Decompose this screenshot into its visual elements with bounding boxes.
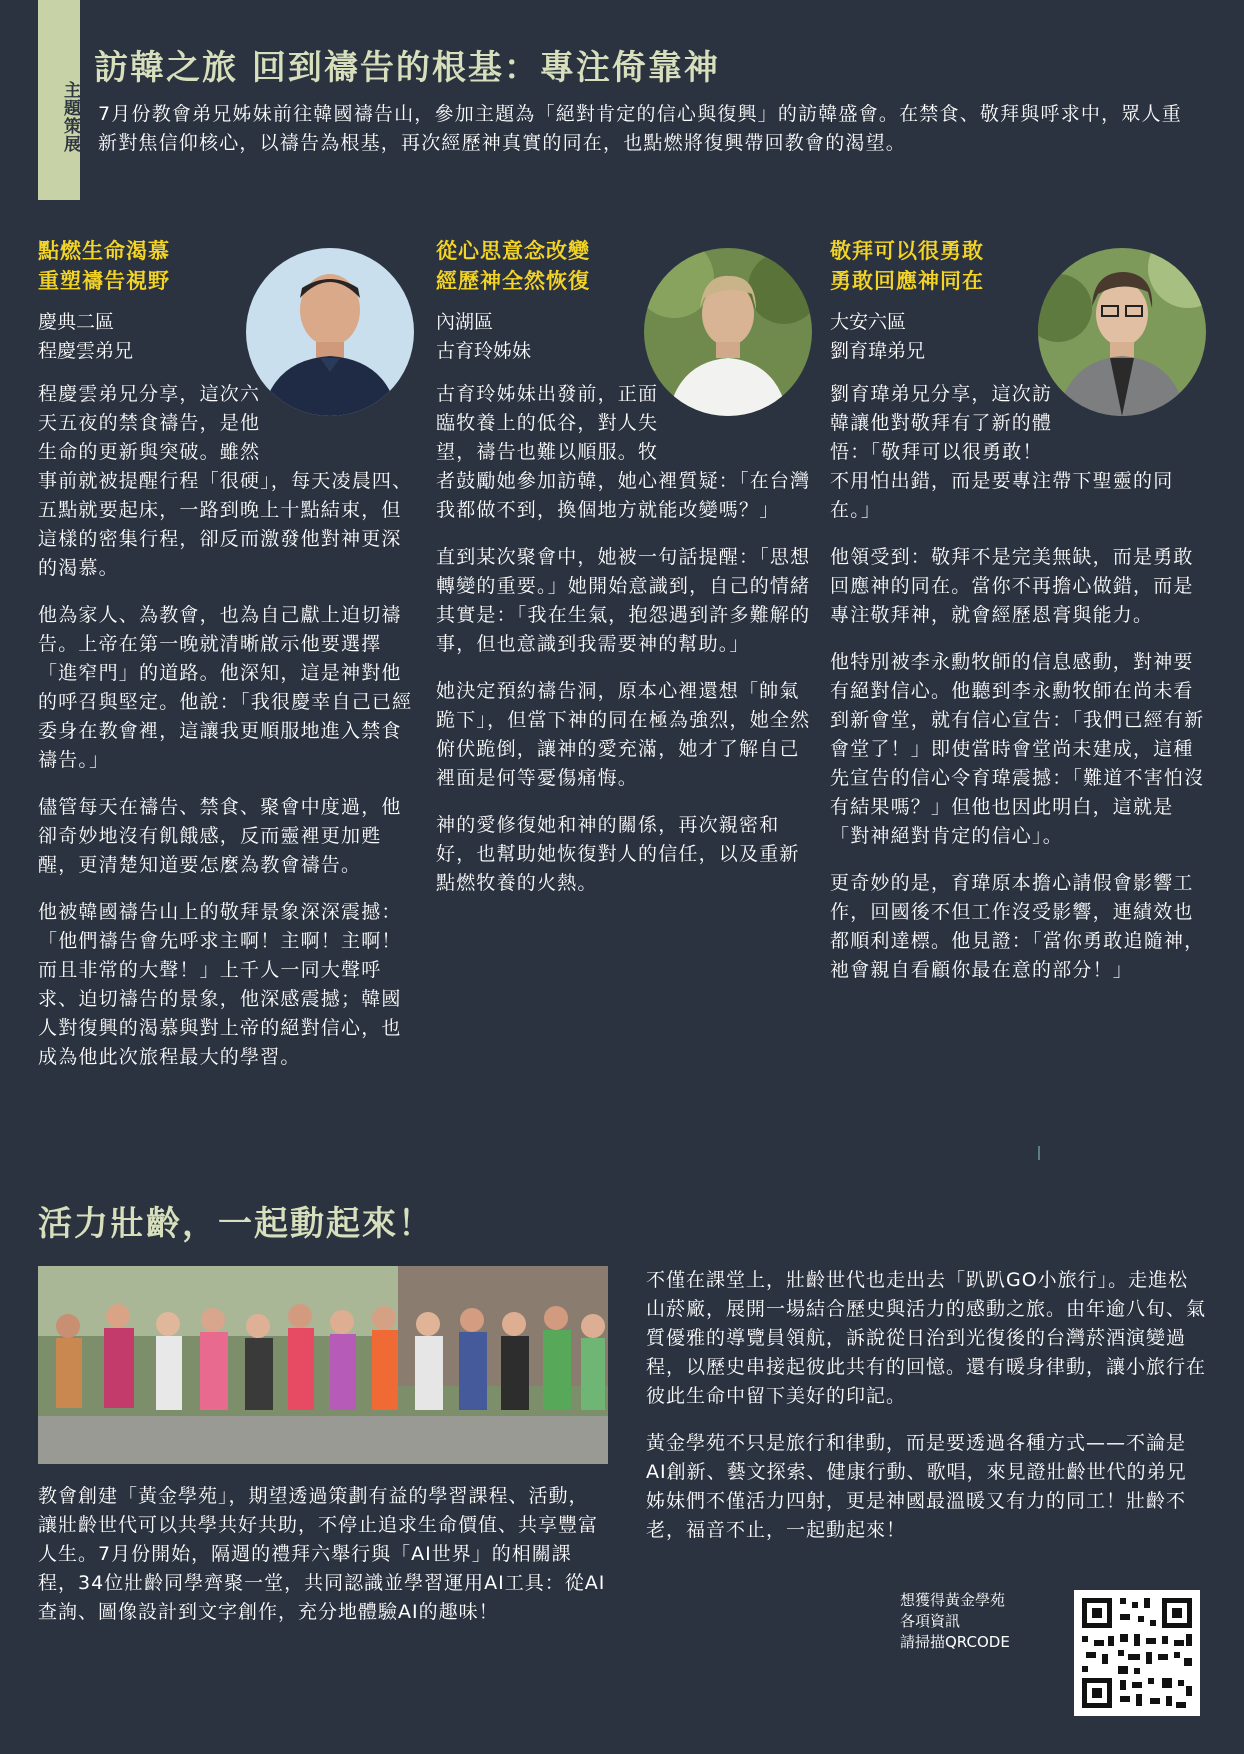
- qr-caption-line: 各項資訊: [900, 1612, 961, 1630]
- paragraph: 他被韓國禱告山上的敬拜景象深深震撼：「他們禱告會先呼求主啊！主啊！主啊！而且非常的大聲！」上千人一同大聲呼求、迫切禱告的景象，他深感震撼；韓國人對復興的渴慕與對上帝的絕對信心，也成為他此次旅程最大的學習。: [38, 901, 402, 1068]
- paragraph: 程慶雲弟兄分享，這次六天五夜的禁食禱告，是他生命的更新與突破。雖然事前就被提醒行程「很硬」，每天凌晨四、五點就要起床，一路到晚上十點結束，但這樣的密集行程，卻反而激發他對神更深的渴慕。: [38, 380, 414, 583]
- district: 內湖區: [436, 311, 494, 333]
- testimony-column-2: [436, 236, 812, 916]
- group-photo: [38, 1266, 608, 1464]
- qr-caption-line: 請掃描QRCODE: [900, 1633, 1010, 1651]
- paragraph: 他領受到：敬拜不是完美無缺，而是勇敢回應神的同在。當你不再擔心做錯，而是專注敬拜神，就會經歷恩膏與能力。: [830, 546, 1194, 626]
- avatar: [246, 248, 414, 416]
- section-title: 活力壯齡，一起動起來！: [38, 1204, 434, 1244]
- paragraph: 劉育瑋弟兄分享，這次訪韓讓他對敬拜有了新的體悟：「敬拜可以很勇敢！不用怕出錯，而是要專注帶下聖靈的同在。」: [830, 380, 1206, 525]
- avatar: [644, 248, 812, 416]
- qr-code[interactable]: [1074, 1590, 1200, 1716]
- person-name: 劉育瑋弟兄: [830, 340, 926, 362]
- avatar: [1038, 248, 1206, 416]
- district: 大安六區: [830, 311, 907, 333]
- paragraph: 她決定預約禱告洞，原本心裡還想「帥氣跪下」，但當下神的同在極為強烈，她全然俯伏跪倒，讓神的愛充滿，她才了解自己裡面是何等憂傷痛悔。: [436, 680, 811, 789]
- column-title-line1: 點燃生命渴慕: [38, 239, 170, 263]
- column-body: [436, 380, 812, 898]
- testimony-column-1: [38, 236, 414, 1090]
- testimony-column-3: [830, 236, 1206, 1003]
- column-body: [38, 380, 414, 1072]
- paragraph: 不僅在課堂上，壯齡世代也走出去「趴趴GO小旅行」。走進松山菸廠，展開一場結合歷史與活力的感動之旅。由年逾八旬、氣質優雅的導覽員領航，訴說從日治到光復後的台灣菸酒演變過程，以歷史串接起彼此共有的回憶。還有暖身律動，讓小旅行在彼此生命中留下美好的印記。: [646, 1269, 1207, 1407]
- section-tag: 主題策展: [38, 0, 80, 200]
- paragraph: 直到某次聚會中，她被一句話提醒：「思想轉變的重要。」她開始意識到，自己的情緒其實是：「我在生氣，抱怨遇到許多難解的事，但也意識到我需要神的幫助。」: [436, 546, 811, 655]
- column-title-line2: 勇敢回應神同在: [830, 269, 984, 293]
- paragraph: 儘管每天在禱告、禁食、聚會中度過，他卻奇妙地沒有飢餓感，反而靈裡更加甦醒，更清楚知道要怎麼為教會禱告。: [38, 796, 402, 876]
- district: 慶典二區: [38, 311, 115, 333]
- column-body: [830, 380, 1206, 985]
- paragraph: 他為家人、為教會，也為自己獻上迫切禱告。上帝在第一晚就清晰啟示他要選擇「進窄門」的道路。他深知，這是神對他的呼召與堅定。他說：「我很慶幸自己已經委身在教會裡，這讓我更順服地進入禁食禱告。」: [38, 604, 413, 771]
- column-title-line1: 從心思意念改變: [436, 239, 590, 263]
- qr-caption-line: 想獲得黃金學苑: [900, 1591, 1006, 1609]
- paragraph: 古育玲姊妹出發前，正面臨牧養上的低谷，對人失望，禱告也難以順服。牧者鼓勵她參加訪韓，她心裡質疑：「在台灣我都做不到，換個地方就能改變嗎？」: [436, 380, 812, 525]
- paragraph: 神的愛修復她和神的關係，再次親密和好，也幫助她恢復對人的信任，以及重新點燃牧養的火熱。: [436, 814, 800, 894]
- divider-mark: [1038, 1146, 1040, 1160]
- person-name: 古育玲姊妹: [436, 340, 532, 362]
- intro-paragraph: 7月份教會弟兄姊妹前往韓國禱告山，參加主題為「絕對肯定的信心與復興」的訪韓盛會。在禁食、敬拜與呼求中，眾人重新對焦信仰核心，以禱告為根基，再次經歷神真實的同在，也點燃將復興帶回教會的渴望。: [98, 103, 1182, 154]
- section2-left-paragraph: 教會創建「黃金學苑」，期望透過策劃有益的學習課程、活動，讓壯齡世代可以共學共好共助，不停止追求生命價值、共享豐富人生。7月份開始，隔週的禮拜六舉行與「AI世界」的相關課程，34位壯齡同學齊聚一堂，共同認識並學習運用AI工具：從AI查詢、圖像設計到文字創作，充分地體驗AI的趣味！: [38, 1485, 606, 1623]
- column-title-line2: 重塑禱告視野: [38, 269, 170, 293]
- paragraph: 他特別被李永勳牧師的信息感動，對神要有絕對信心。他聽到李永勳牧師在尚未看到新會堂，就有信心宣告：「我們已經有新會堂了！」即使當時會堂尚未建成，這種先宣告的信心令育瑋震撼：「難道不害怕沒有結果嗎？」但他也因此明白，這就是「對神絕對肯定的信心」。: [830, 651, 1205, 847]
- paragraph: 更奇妙的是，育瑋原本擔心請假會影響工作，回國後不但工作沒受影響，連績效也都順利達標。他見證：「當你勇敢追隨神，祂會親自看顧你最在意的部分！」: [830, 872, 1205, 981]
- paragraph: 黃金學苑不只是旅行和律動，而是要透過各種方式——不論是AI創新、藝文探索、健康行動、歌唱，來見證壯齡世代的弟兄姊妹們不僅活力四射，更是神國最溫暖又有力的同工！壯齡不老，福音不止，一起動起來！: [646, 1432, 1187, 1541]
- page-title: 訪韓之旅 回到禱告的根基：專注倚靠神: [94, 48, 720, 88]
- person-name: 程慶雲弟兄: [38, 340, 134, 362]
- column-title-line1: 敬拜可以很勇敢: [830, 239, 984, 263]
- section2-right-text: [646, 1266, 1206, 1563]
- qr-caption: [900, 1590, 1055, 1653]
- column-title-line2: 經歷神全然恢復: [436, 269, 590, 293]
